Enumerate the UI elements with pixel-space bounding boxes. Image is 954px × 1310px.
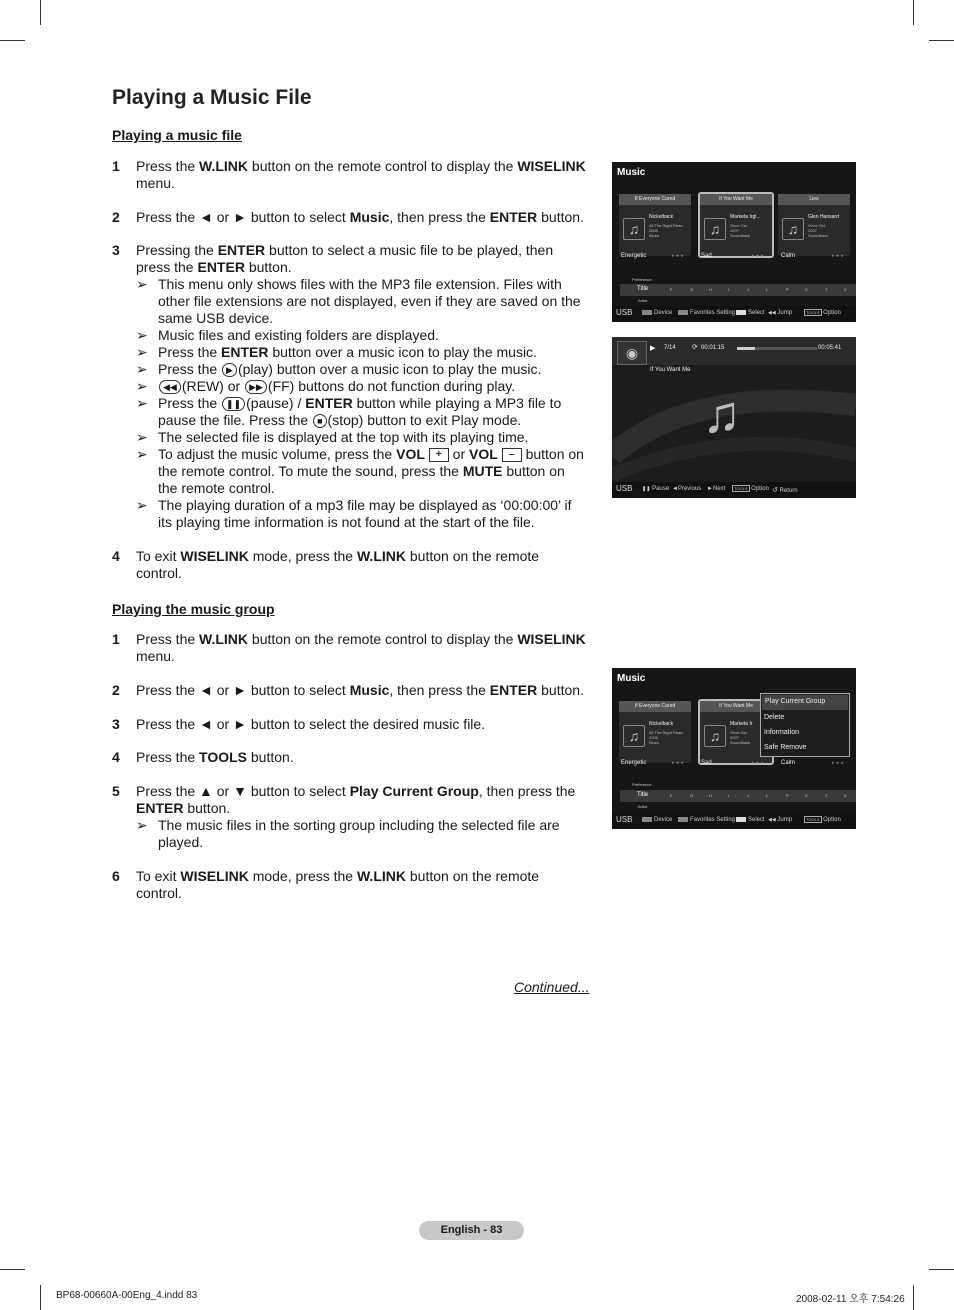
note [136,446,587,497]
text: mode, press the [248,548,357,564]
letter[interactable]: S [805,287,808,292]
hint-text: Device [654,310,673,317]
tools-key-icon: TOOLS [734,486,748,491]
hint-text: Device [654,817,673,824]
pause-icon: ❚❚ [222,397,245,411]
fast-forward-icon: ▶▶ [245,380,267,394]
group-step-5 [112,783,587,851]
note-text: button while playing a MP3 file to pause the file. Press the [158,395,562,428]
play-icon: ▶ [222,363,237,377]
previous-icon: ◄ [672,486,678,492]
return-icon: ↺ [772,487,778,494]
menu-item-play-current-group[interactable]: Play Current Group [762,695,848,710]
text: button. [537,209,584,225]
note-text: Press the [158,395,222,411]
player-footer [612,482,856,498]
note-text: The music files in the sorting group including the selected file are played. [158,817,560,850]
text: menu. [136,175,175,191]
card-title: If Everyone Cared [619,194,691,205]
card-artist: Marketa Irgl... [730,214,761,220]
file-date: 2008-02-11 오후 7:54:26 [796,1294,905,1305]
group-step-1 [112,631,587,665]
text: Pressing the [136,242,218,258]
stop-icon: ■ [313,414,326,428]
section-heading-music-group: Playing the music group [112,601,275,617]
pause-icon: ❚❚ [642,486,651,492]
bold-text: ENTER [136,800,184,816]
card-info [649,730,685,745]
bold-text: WISELINK [517,631,586,647]
hint-text: Jump [777,817,793,823]
hint-text: Favorites Setting [690,310,736,317]
page-title: Playing a Music File [112,86,312,109]
note-text: button over a music icon to play the music. [268,344,537,360]
option-hint [732,486,769,492]
usb-label: USB [616,484,633,493]
group-step-6 [112,868,587,902]
preference-label: Preference [632,277,652,282]
note-text: (stop) button to exit Play mode. [327,412,522,428]
green-key-icon [678,310,688,315]
note-text: Press the [158,344,222,360]
album: Once Ost [730,223,747,228]
hint-text: Jump [777,310,793,316]
next-hint [707,486,725,492]
jump-icon: ◀◀ [768,310,776,316]
select-hint [736,817,765,823]
progress-fill [737,347,755,350]
bold-text: W.LINK [199,631,249,647]
step-number: 6 [112,868,120,884]
elapsed-time: 00:01:15 [701,345,725,351]
vol-minus-icon: – [502,448,522,462]
mood-label: Sad [701,760,712,766]
file-name: BP68-00660A-00Eng_4.indd 83 [56,1290,198,1301]
bold-text: WISELINK [517,158,586,174]
genre: Soundtrack [730,233,751,238]
letter[interactable]: L [766,287,769,292]
step-number: 5 [112,783,120,799]
sort-bar[interactable] [620,790,856,802]
bold-text: ENTER [221,344,269,360]
arrow-icon: ➢ [136,378,148,394]
text: button on the remote control. [136,548,540,581]
bold-text: ENTER [305,395,353,411]
arrow-icon: ➢ [136,327,148,343]
bold-text: VOL [396,446,425,462]
stars-icon: ★ ★ ★ [751,253,764,258]
music-card-selected[interactable] [698,192,774,258]
card-artist: Glen Hansard [808,214,839,220]
usb-label: USB [616,815,633,824]
step-number: 1 [112,631,120,647]
hint-text: Option [823,310,841,316]
music-note-icon: ♫ [782,218,804,240]
letter[interactable]: G [690,793,694,798]
preference-label: Preference [632,782,652,787]
music-player-screen [612,337,856,498]
letter[interactable]: H [709,287,712,292]
arrow-icon: ➢ [136,395,148,411]
genre: Blues [649,233,660,238]
text: , then press the [478,783,576,799]
favorites-hint [678,310,735,316]
stars-icon: ★ ★ ★ [751,760,764,765]
screen-title: Music [617,673,646,684]
note [136,276,587,327]
music-note-icon: ♫ [702,386,741,444]
music-note-icon: ♫ [623,725,645,747]
text: button. [247,749,294,765]
crop-mark [0,1269,25,1270]
hint-text: Option [751,486,769,492]
note [136,429,587,446]
card-info [808,223,828,238]
note-text: or [448,446,470,462]
album-thumbnail-icon: ◉ [617,341,647,365]
screen-title: Music [617,167,646,178]
letter[interactable]: P [786,287,789,292]
red-key-icon [642,310,652,315]
step-number: 3 [112,716,120,732]
device-hint [642,817,672,823]
letter[interactable]: V [844,287,847,292]
step-1 [112,158,587,192]
crop-mark [929,1269,954,1270]
text: button on the remote control to display the [248,631,518,647]
step-number: 4 [112,749,120,765]
enter-key-icon [736,817,746,822]
year: 2007 [730,735,739,740]
letter[interactable]: G [690,287,694,292]
bold-text: TOOLS [199,749,247,765]
crop-mark [40,0,41,25]
jump-icon: ◀◀ [768,817,776,823]
hint-text: Previous [677,486,702,492]
next-icon: ► [707,486,713,492]
stars-icon: ★ ★ ★ [831,760,844,765]
group-step-3 [112,716,587,733]
letter[interactable]: I [728,793,730,798]
player-header [612,337,856,365]
step-4 [112,548,587,582]
bold-text: ENTER [489,209,538,225]
bold-text: ENTER [489,682,538,698]
step-number: 1 [112,158,120,174]
arrow-icon: ➢ [136,361,148,377]
step-number: 4 [112,548,120,564]
text: , then press the [389,682,490,698]
note-text: The selected file is displayed at the top with its playing time. [158,429,529,445]
hint-text: Select [748,817,765,824]
letter[interactable]: T [825,793,828,798]
return-hint [772,486,798,494]
vol-plus-icon: + [429,448,449,462]
card-info [649,223,685,238]
crop-mark [0,40,25,41]
total-time: 00:05:41 [818,345,842,351]
hint-text: Pause [652,486,670,492]
step-number: 3 [112,242,120,258]
screen-footer [612,306,856,322]
year: 2007 [730,228,739,233]
note-text: This menu only shows files with the MP3 file extension. Files with other file extensions are not displayed, even if they are saved on the same USB device. [158,276,581,326]
pause-hint [642,486,669,492]
note-text: Music files and existing folders are displayed. [158,327,439,343]
mood-label: Calm [781,253,796,259]
music-card[interactable] [619,194,691,256]
page-number-badge: English - 83 [419,1221,524,1240]
music-browser-screen [612,162,856,322]
bold-text: ENTER [197,259,245,275]
tools-key-icon: TOOLS [806,310,820,315]
progress-bar[interactable] [737,347,817,350]
year: 2005 [649,228,658,233]
album: Once Ost [730,730,747,735]
group-step-4 [112,749,587,766]
bold-text: Music [349,682,390,698]
bold-text: Play Current Group [349,783,479,799]
favorites-hint [678,817,735,823]
text: Press the ◄ or ► button to select [136,682,350,698]
arrow-icon: ➢ [136,446,148,462]
card-artist: Nickelback [649,214,674,220]
text: Press the ◄ or ► button to select [136,209,350,225]
year: 2005 [649,735,658,740]
bold-text: W.LINK [199,158,249,174]
note [136,395,587,429]
note-text: To adjust the music volume, press the [158,446,397,462]
crop-mark [40,1285,41,1310]
text: To exit [136,548,181,564]
screen-footer [612,813,856,829]
section-heading-playing-file: Playing a music file [112,127,242,143]
music-card[interactable] [778,194,850,256]
crop-mark [913,1285,914,1310]
hint-text: Option [823,817,841,823]
mood-label: Sad [701,253,712,259]
music-note-icon: ♫ [704,218,726,240]
bold-text: ENTER [217,242,266,258]
music-group-screen [612,668,856,829]
arrow-icon: ➢ [136,497,148,513]
card-title: If Everyone Cared [619,701,691,712]
text: To exit [136,868,181,884]
arrow-icon: ➢ [136,429,148,445]
group-step-2 [112,682,587,699]
stars-icon: ★ ★ ★ [671,253,684,258]
stars-icon: ★ ★ ★ [831,253,844,258]
option-hint [804,817,841,823]
hint-text: Select [748,310,765,317]
text: button. [244,259,292,275]
letter[interactable]: F [670,287,673,292]
step-number: 2 [112,682,120,698]
note-text: Press the [158,361,222,377]
arrow-icon: ➢ [136,344,148,360]
sort-label: Title [637,286,649,292]
bold-text: W.LINK [356,868,406,884]
usb-label: USB [616,308,633,317]
letter[interactable]: P [786,793,789,798]
previous-hint [672,486,701,492]
letter[interactable]: L [766,793,769,798]
enter-key-icon [736,310,746,315]
genre: Soundtrack [730,740,751,745]
note-text: The playing duration of a mp3 file may be displayed as ‘00:00:00’ if its playing time information is not found at the start of the file. [158,497,572,530]
genre: Blues [649,740,660,745]
text: button to select a music file to be played, then press the [136,242,554,275]
jump-hint [768,310,792,316]
bold-text: WISELINK [180,868,249,884]
text: menu. [136,648,175,664]
letter[interactable]: T [825,287,828,292]
note-text: (play) button over a music icon to play the music. [237,361,542,377]
arrow-icon: ➢ [136,276,148,292]
stars-icon: ★ ★ ★ [671,760,684,765]
genre: Soundtrack [808,233,829,238]
green-key-icon [678,817,688,822]
play-status-icon: ▶ [650,345,656,352]
text: Press the ▲ or ▼ button to select [136,783,350,799]
select-hint [736,310,765,316]
card-artist: Nickelback [649,721,674,727]
bold-text: W.LINK [356,548,406,564]
text: , then press the [389,209,490,225]
note-text: (pause) / [246,395,306,411]
mood-label: Energetic [621,253,647,259]
bold-text: Music [349,209,390,225]
bold-text: MUTE [462,463,503,479]
note [136,344,587,361]
mood-label: Energetic [621,760,647,766]
card-info [730,730,750,745]
artist-label: Artist [638,804,648,809]
step-2 [112,209,587,226]
text: button on the remote control to display the [248,158,518,174]
bold-text: WISELINK [180,548,249,564]
bold-text: VOL [469,446,498,462]
note-text: button on the remote control. To mute the sound, press the [158,446,584,479]
note-text: (REW) or [181,378,245,394]
crop-mark [913,0,914,25]
note [136,817,587,851]
note-text: button on the remote control. [158,463,565,496]
step-3 [112,242,587,531]
text: button on the remote control. [136,868,540,901]
tools-menu [760,693,850,757]
menu-item-information[interactable]: Information [764,729,800,736]
menu-item-safe-remove[interactable]: Safe Remove [764,744,807,751]
crop-mark [929,40,954,41]
text: button. [537,682,584,698]
sort-label: Title [637,792,649,798]
jump-hint [768,817,792,823]
text: Press the ◄ or ► button to select the desired music file. [136,716,486,732]
song-title: If You Want Me [650,367,691,373]
option-hint [804,310,841,316]
tools-key-icon: TOOLS [806,817,820,822]
mood-label: Calm [781,760,796,766]
note-text: (FF) buttons do not function during play. [267,378,516,394]
year: 2007 [808,228,817,233]
note [136,378,587,395]
card-info [730,223,750,238]
repeat-icon: ⟳ [692,344,698,351]
card-title: Lies [778,194,850,205]
sort-bar[interactable] [620,284,856,296]
music-note-icon: ♫ [623,218,645,240]
hint-text: Favorites Setting [690,817,736,824]
step-number: 2 [112,209,120,225]
text: Press the [136,158,200,174]
device-hint [642,310,672,316]
note [136,361,587,378]
continued-label: Continued... [514,979,590,995]
letter[interactable]: H [709,793,712,798]
album: Once Ost [808,223,825,228]
hint-text: Return [779,488,798,494]
hint-text: Next [712,486,726,492]
card-title: If You Want Me [700,194,772,205]
text: Press the [136,631,200,647]
text: button. [183,800,231,816]
red-key-icon [642,817,652,822]
menu-item-delete[interactable]: Delete [764,714,785,721]
arrow-icon: ➢ [136,817,148,833]
music-note-icon: ♫ [704,725,726,747]
note [136,497,587,531]
card-title: If You Want Me [700,701,772,712]
note [136,327,587,344]
album: All The Right Reas.. [649,730,685,735]
letter[interactable]: J [747,287,749,292]
letter[interactable]: S [805,793,808,798]
artist-label: Artist [638,298,648,303]
text: Press the [136,749,200,765]
text: mode, press the [248,868,357,884]
letter[interactable]: F [670,793,673,798]
track-number: 7/14 [664,345,676,351]
letter[interactable]: I [728,287,730,292]
music-card[interactable] [619,701,691,763]
rewind-icon: ◀◀ [159,380,181,394]
letter[interactable]: J [747,793,749,798]
album: All The Right Reas.. [649,223,685,228]
letter[interactable]: V [844,793,847,798]
card-artist: Marketa Ir [730,721,753,727]
